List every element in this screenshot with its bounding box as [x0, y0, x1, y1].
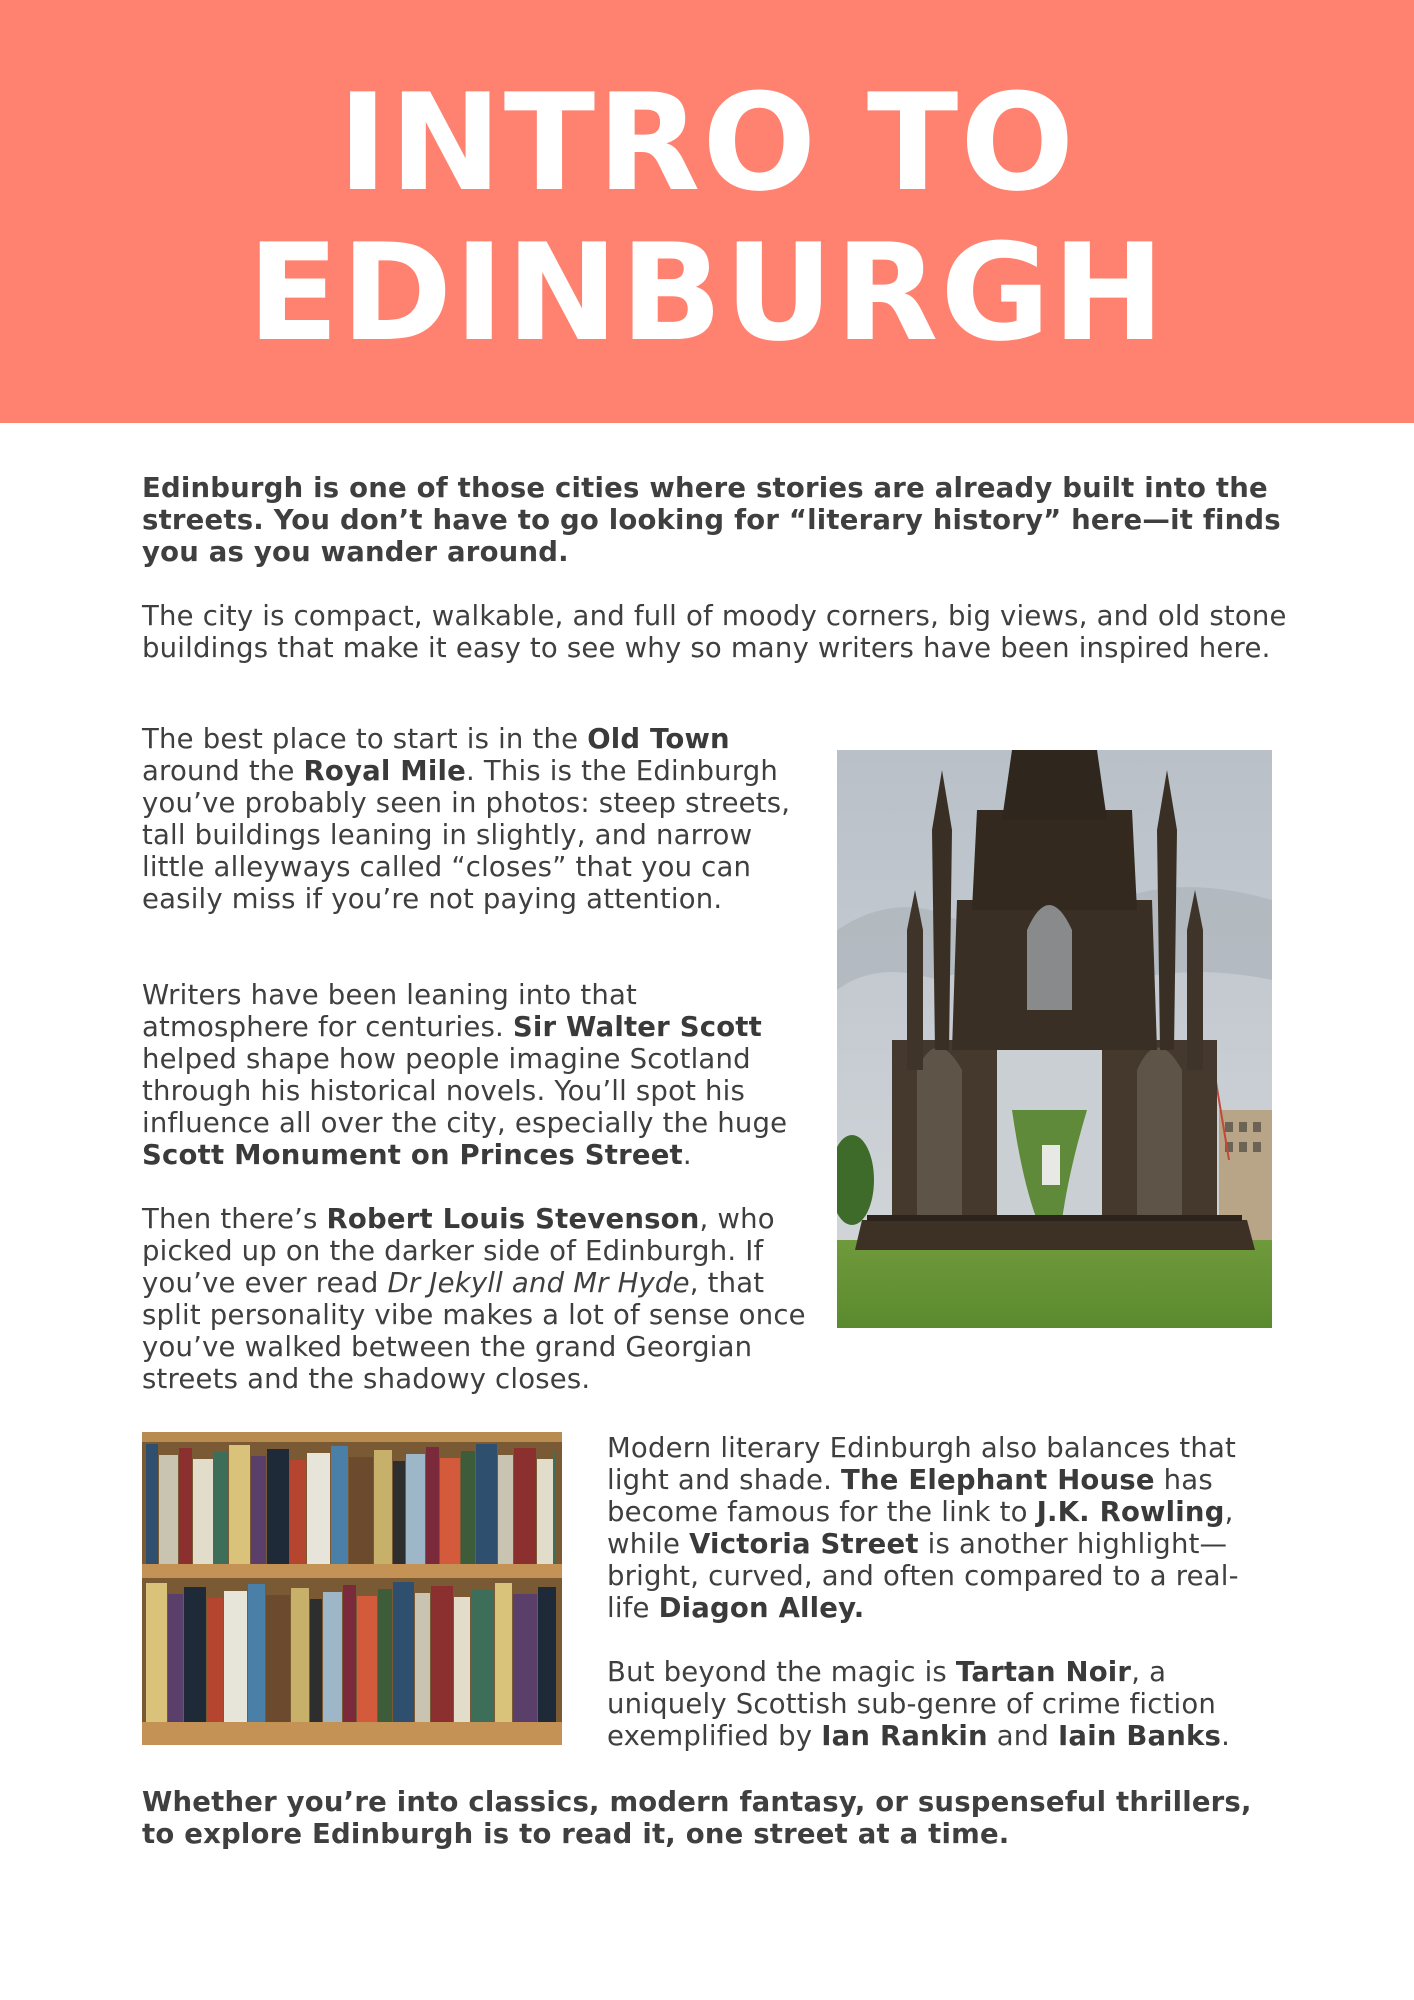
book-spine: [415, 1593, 430, 1722]
text-run: The best place to start is in the: [142, 723, 588, 755]
book-spine: [291, 1588, 309, 1722]
diagon-alley-highlight: Diagon Alley.: [658, 1592, 865, 1624]
book-spine: [498, 1455, 513, 1564]
intro-paragraph: Edinburgh is one of those cities where stories are already built into the streets. You don’t have to go looking for “literary history” here—it finds you as you wander around.: [142, 472, 1281, 568]
text-run: , that split personality vibe makes a lot of sense once you’ve walked between the grand Georgian streets and the shadowy closes.: [142, 1267, 806, 1395]
book-spine: [454, 1597, 470, 1722]
book-spine: [537, 1459, 553, 1564]
book-spine: [307, 1453, 330, 1564]
book-spine: [471, 1590, 494, 1722]
book-spine: [554, 1452, 556, 1564]
text-run: around the: [142, 755, 304, 787]
page-title-line-1: INTRO TO: [337, 65, 1077, 221]
book-spine: [323, 1592, 342, 1722]
page-title-line-2: EDINBURGH: [247, 215, 1167, 371]
book-spine: [343, 1585, 356, 1722]
text-run: is another highlight—bright, curved, and often compared to a real-life: [607, 1528, 1239, 1624]
writers-paragraph: [142, 979, 812, 1171]
book-spine: [229, 1445, 250, 1564]
book-spine: [476, 1444, 497, 1564]
book-spine: [349, 1457, 373, 1564]
book-spine: [310, 1599, 322, 1722]
old-town-paragraph: [142, 723, 812, 915]
book-spine: [146, 1583, 167, 1722]
iain-banks-highlight: Iain Banks: [1058, 1720, 1222, 1752]
elephant-house-highlight: The Elephant House: [841, 1464, 1155, 1496]
book-spine: [514, 1448, 536, 1564]
tartan-noir-highlight: Tartan Noir: [955, 1656, 1132, 1688]
text-run: Then there’s: [142, 1203, 327, 1235]
scott-monument-highlight: Scott Monument on Princes Street: [142, 1139, 683, 1171]
book-spine: [224, 1591, 247, 1722]
book-spine: [393, 1461, 405, 1564]
text-run: Modern literary Edinburgh also balances that light and shade.: [607, 1432, 1236, 1496]
book-spine: [513, 1594, 537, 1722]
book-spine: [331, 1446, 348, 1564]
title-banner: [0, 0, 1414, 423]
book-spine: [378, 1589, 392, 1722]
book-spine: [426, 1447, 439, 1564]
book-spine: [266, 1595, 290, 1722]
text-run: , while: [607, 1496, 1234, 1560]
text-run: . This is the Edinburgh you’ve probably seen in photos: steep streets, tall buildings leaning in slightly, and narrow little alleyways called “closes” that you can easily miss if you’re not paying attention.: [142, 755, 791, 915]
text-run: has become famous for the link to: [607, 1464, 1213, 1528]
stevenson-paragraph: [142, 1203, 812, 1395]
text-run: , who picked up on the darker side of Edinburgh. If you’ve ever read: [142, 1203, 775, 1299]
tartan-noir-paragraph: [607, 1656, 1272, 1752]
old-town-highlight: Old Town: [587, 723, 730, 755]
book-spine: [159, 1455, 178, 1564]
text-run: , a uniquely Scottish sub-genre of crime fiction exemplified by: [607, 1656, 1217, 1752]
book-spine: [168, 1594, 183, 1722]
walter-scott-highlight: Sir Walter Scott: [512, 1011, 762, 1043]
book-spine: [461, 1451, 475, 1564]
ian-rankin-highlight: Ian Rankin: [821, 1720, 988, 1752]
book-spine: [393, 1582, 414, 1722]
book-spine: [193, 1459, 213, 1564]
book-spine: [357, 1596, 377, 1722]
victoria-street-highlight: Victoria Street: [689, 1528, 919, 1560]
text-run: Writers have been leaning into that atmosphere for centuries.: [142, 979, 638, 1043]
bookshelf-photo: [142, 1432, 562, 1745]
book-spine: [538, 1587, 556, 1722]
book-spine: [214, 1452, 228, 1564]
book-spine: [440, 1458, 460, 1564]
jk-rowling-highlight: J.K. Rowling: [1036, 1496, 1225, 1528]
text-run: But beyond the magic is: [607, 1656, 956, 1688]
text-run: and: [987, 1720, 1058, 1752]
stevenson-highlight: Robert Louis Stevenson: [326, 1203, 700, 1235]
book-spine: [290, 1460, 306, 1564]
closing-paragraph: Whether you’re into classics, modern fantasy, or suspenseful thrillers, to explore Edinburgh is to read it, one street at a time.: [142, 1786, 1252, 1850]
text-run: .: [682, 1139, 692, 1171]
royal-mile-highlight: Royal Mile: [303, 755, 466, 787]
book-spine: [146, 1444, 158, 1564]
book-spine: [374, 1450, 392, 1564]
book-spine: [251, 1456, 266, 1564]
book-spine: [267, 1449, 289, 1564]
book-spine: [179, 1448, 192, 1564]
text-run: .: [1221, 1720, 1231, 1752]
text-run: helped shape how people imagine Scotland through his historical novels. You’ll spot his influence all over the city, especially the huge: [142, 1043, 788, 1139]
book-spine: [248, 1584, 265, 1722]
city-paragraph: The city is compact, walkable, and full of moody corners, big views, and old stone buildings that make it easy to see why so many writers have been inspired here.: [142, 600, 1287, 664]
jekyll-hyde-title: Dr Jekyll and Mr Hyde: [387, 1267, 690, 1299]
book-spine: [207, 1598, 223, 1722]
book-spine: [406, 1454, 425, 1564]
book-spine: [431, 1586, 453, 1722]
modern-edinburgh-paragraph: [607, 1432, 1272, 1624]
scott-monument-photo: [837, 750, 1272, 1328]
book-spine: [184, 1587, 206, 1722]
book-spine: [495, 1583, 512, 1722]
